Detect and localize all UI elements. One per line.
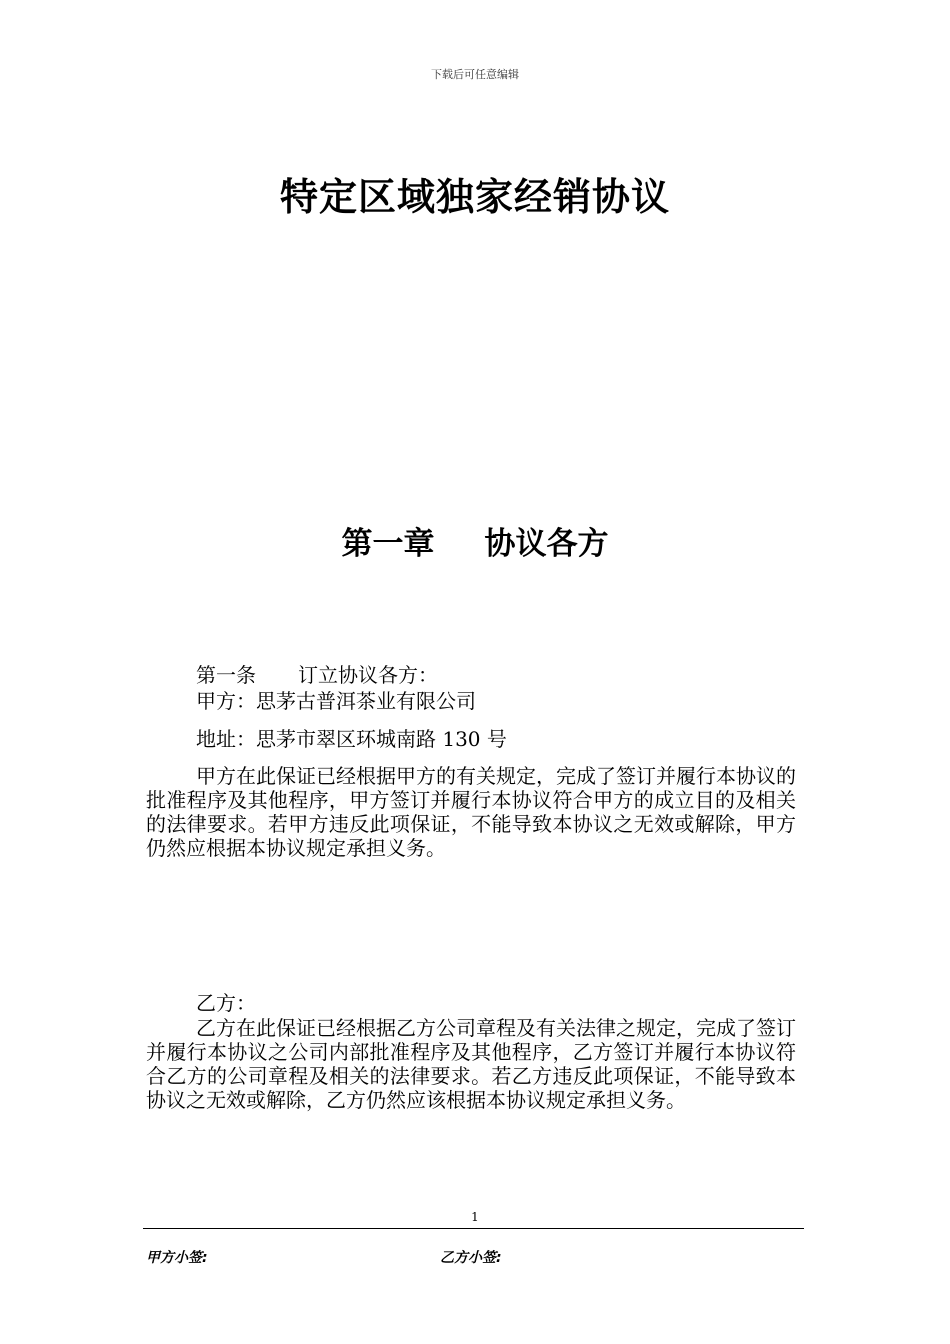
party-b-initial-label: 乙方小签: <box>440 1250 502 1266</box>
party-b-name: 乙方： <box>196 991 256 1015</box>
document-title: 特定区域独家经销协议 <box>279 175 670 219</box>
party-a-warranty: 甲方在此保证已经根据甲方的有关规定，完成了签订并履行本协议的批准程序及其他程序，甲方签订并履行本协议符合甲方的成立目的及相关的法律要求。若甲方违反此项保证，不能导致本协议之无效或解除，甲方仍然应根据本协议规定承担义务。 <box>146 764 796 860</box>
article-1-text: 订立协议各方： <box>298 663 438 687</box>
party-a-address: 地址：思茅市翠区环城南路 130 号 <box>196 727 507 751</box>
party-a-initial-label: 甲方小签: <box>146 1250 208 1266</box>
chapter-title <box>0 518 950 563</box>
footer-divider <box>143 1228 804 1229</box>
page-number: 1 <box>471 1210 479 1224</box>
header-note: 下载后可任意编辑 <box>431 68 519 81</box>
chapter-number: 第一章 <box>341 526 435 562</box>
party-b-warranty: 乙方在此保证已经根据乙方公司章程及有关法律之规定，完成了签订并履行本协议之公司内部批准程序及其他程序，乙方签订并履行本协议符合乙方的公司章程及相关的法律要求。若乙方违反此项保证，不能导致本协议之无效或解除，乙方仍然应该根据本协议规定承担义务。 <box>146 1016 796 1112</box>
article-1-label: 第一条 <box>196 663 256 687</box>
party-a-name: 甲方：思茅古普洱茶业有限公司 <box>196 689 476 713</box>
chapter-name: 协议各方 <box>484 526 609 562</box>
article-1-heading <box>196 662 438 688</box>
